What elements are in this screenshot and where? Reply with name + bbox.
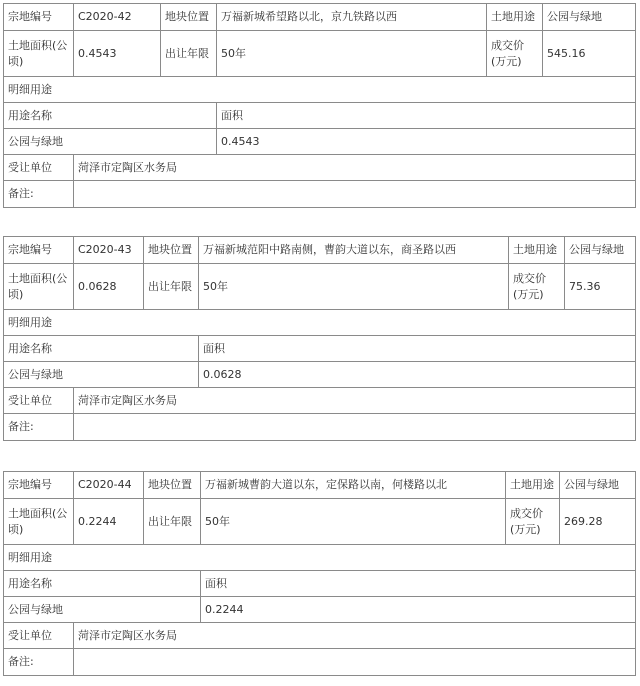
label-parcel-id: 宗地编号 — [4, 237, 74, 264]
label-land-use: 土地用途 — [506, 472, 560, 499]
value-land-use: 公园与绿地 — [560, 472, 636, 499]
label-recipient: 受让单位 — [4, 388, 74, 414]
label-recipient: 受让单位 — [4, 623, 74, 649]
value-remarks — [74, 649, 636, 676]
value-recipient: 菏泽市定陶区水务局 — [74, 155, 636, 181]
parcel-table-1 — [3, 3, 635, 208]
value-land-area: 0.0628 — [74, 264, 144, 310]
value-parcel-id: C2020-42 — [74, 4, 161, 31]
label-term: 出让年限 — [144, 499, 201, 545]
label-price: 成交价(万元) — [506, 499, 560, 545]
label-land-area: 土地面积(公顷) — [4, 31, 74, 77]
value-detail-use: 公园与绿地 — [4, 129, 217, 155]
value-term: 50年 — [217, 31, 487, 77]
label-remarks: 备注: — [4, 414, 74, 441]
value-land-use: 公园与绿地 — [565, 237, 636, 264]
parcel-table-3 — [3, 471, 635, 676]
label-parcel-id: 宗地编号 — [4, 4, 74, 31]
value-remarks — [74, 181, 636, 208]
value-recipient: 菏泽市定陶区水务局 — [74, 388, 636, 414]
label-price: 成交价(万元) — [487, 31, 543, 77]
label-use-area: 面积 — [217, 103, 636, 129]
label-land-area: 土地面积(公顷) — [4, 499, 74, 545]
value-recipient: 菏泽市定陶区水务局 — [74, 623, 636, 649]
label-use-name: 用途名称 — [4, 571, 201, 597]
label-remarks: 备注: — [4, 649, 74, 676]
value-parcel-id: C2020-44 — [74, 472, 144, 499]
value-parcel-id: C2020-43 — [74, 237, 144, 264]
label-detail-use: 明细用途 — [4, 545, 636, 571]
label-remarks: 备注: — [4, 181, 74, 208]
value-term: 50年 — [201, 499, 506, 545]
label-price: 成交价(万元) — [509, 264, 565, 310]
label-recipient: 受让单位 — [4, 155, 74, 181]
label-parcel-id: 宗地编号 — [4, 472, 74, 499]
value-detail-use: 公园与绿地 — [4, 362, 199, 388]
label-location: 地块位置 — [144, 472, 201, 499]
value-detail-use: 公园与绿地 — [4, 597, 201, 623]
value-location: 万福新城范阳中路南侧，曹韵大道以东，商圣路以西 — [199, 237, 509, 264]
label-location: 地块位置 — [144, 237, 199, 264]
value-land-use: 公园与绿地 — [543, 4, 636, 31]
value-detail-area: 0.0628 — [199, 362, 636, 388]
label-term: 出让年限 — [161, 31, 217, 77]
value-term: 50年 — [199, 264, 509, 310]
label-use-name: 用途名称 — [4, 103, 217, 129]
label-use-area: 面积 — [201, 571, 636, 597]
value-price: 75.36 — [565, 264, 636, 310]
value-land-area: 0.2244 — [74, 499, 144, 545]
label-use-area: 面积 — [199, 336, 636, 362]
parcel-table-2 — [3, 236, 635, 441]
value-land-area: 0.4543 — [74, 31, 161, 77]
value-price: 269.28 — [560, 499, 636, 545]
label-land-use: 土地用途 — [509, 237, 565, 264]
value-price: 545.16 — [543, 31, 636, 77]
label-land-use: 土地用途 — [487, 4, 543, 31]
value-remarks — [74, 414, 636, 441]
label-detail-use: 明细用途 — [4, 310, 636, 336]
label-use-name: 用途名称 — [4, 336, 199, 362]
value-detail-area: 0.2244 — [201, 597, 636, 623]
label-location: 地块位置 — [161, 4, 217, 31]
value-location: 万福新城曹韵大道以东，定保路以南，何楼路以北 — [201, 472, 506, 499]
label-land-area: 土地面积(公顷) — [4, 264, 74, 310]
label-detail-use: 明细用途 — [4, 77, 636, 103]
value-detail-area: 0.4543 — [217, 129, 636, 155]
value-location: 万福新城希望路以北，京九铁路以西 — [217, 4, 487, 31]
label-term: 出让年限 — [144, 264, 199, 310]
